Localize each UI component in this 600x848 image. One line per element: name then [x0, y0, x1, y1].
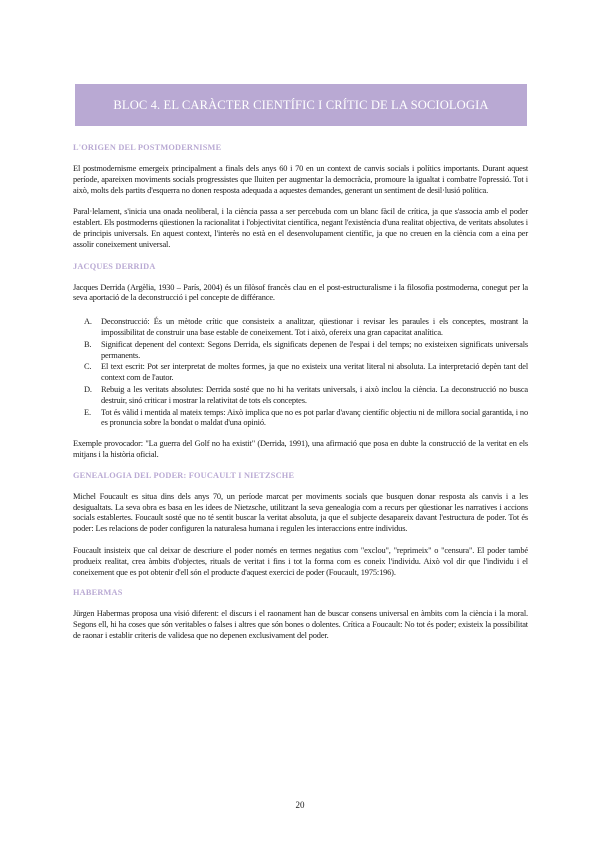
paragraph: Foucault insisteix que cal deixar de descriure el poder només en termes negatius com "exclou", "reprimeix" o "censura". El poder també produeix realitat, crea àmbits d'objectes, rituals de veritat i fins i tot la forma com es coneix l'individu. Això vol dir que l'individu i el coneixement que es pot obtenir d'ell són el producte d'aquest exercici de poder (Foucault, 1975:196).	[73, 545, 528, 577]
chapter-banner	[75, 84, 527, 126]
chapter-title: BLOC 4. EL CARÀCTER CIENTÍFIC I CRÍTIC DE LA SOCIOLOGIA	[113, 97, 489, 112]
list-item-letter: A.	[84, 317, 92, 327]
list-item	[84, 362, 528, 384]
paragraph: Paral·lelament, s'inicia una onada neoliberal, i la ciència passa a ser percebuda com un blanc fàcil de crítica, ja que s'associa amb el poder establert. Els postmoderns qüestionen la racionalitat i l'objectivitat científica, negant l'existència d'una realitat objectiva, de veritats absolutes i de principis universals. En aquest context, l'interès no està en el desenvolupament científic, ja que no creuen en la ciència com a eina per assolir coneixement universal.	[73, 207, 528, 249]
list-item-text: El text escrit: Pot ser interpretat de moltes formes, ja que no existeix una veritat literal ni absoluta. La interpretació depèn tant del context com de l'autor.	[101, 362, 528, 383]
list-item	[84, 408, 528, 430]
section-heading-habermas: HABERMAS	[73, 588, 123, 598]
paragraph: El postmodernisme emergeix principalment a finals dels anys 60 i 70 en un context de canvis socials i polítics importants. Durant aquest període, apareixen moviments socials progressistes que lluiten per augmentar la democràcia, promoure la igualtat i combatre l'opressió. Tot i això, molts dels partits d'esquerra no donen resposta adequada a aquestes demandes, generant un sentiment de desil·lusió política.	[73, 164, 528, 195]
list-item	[84, 317, 528, 339]
section-heading-derrida: JACQUES DERRIDA	[73, 261, 156, 271]
list-item-letter: D.	[84, 384, 92, 394]
paragraph: Michel Foucault es situa dins dels anys 70, un període marcat per moviments socials que busquen donar resposta als canvis i a les desigualtats. La seva obra es basa en les idees de Nietzsche, utilitzant la seva genealogia com a recurs per qüestionar les narratives i accions socials establertes. Foucault sosté que no té sentit buscar la veritat absoluta, ja que el subjecte desapareix davant l'estructura de poder. Tot és poder: Les relacions de poder configuren la naturalesa humana i regulen les interaccions entre individus.	[73, 491, 528, 534]
list-item-letter: C.	[84, 362, 92, 372]
page-content	[73, 142, 528, 642]
list-item	[84, 340, 528, 362]
page-number: 20	[295, 800, 305, 810]
section-heading-foucault: GENEALOGIA DEL PODER: FOUCAULT I NIETZSCHE	[73, 470, 295, 480]
paragraph: Exemple provocador: "La guerra del Golf no ha existit" (Derrida, 1991), una afirmació que posa en dubte la construcció de la veritat en els mitjans i la història oficial.	[73, 439, 528, 459]
list-item-text: Significat depenent del context: Segons Derrida, els significats depenen de l'espai i del temps; no existeixen significats universals permanents.	[101, 339, 528, 360]
list-item-text: Deconstrucció: És un mètode crític que consisteix a analitzar, qüestionar i revisar les paraules i els conceptes, mostrant la impossibilitat de construir una base estable de coneixement. Tot i això, ofereix una gran capacitat analítica.	[101, 317, 528, 337]
concept-list	[84, 317, 528, 429]
section-heading-postmodernisme: L'ORIGEN DEL POSTMODERNISME	[73, 143, 222, 152]
paragraph: Jürgen Habermas proposa una visió diferent: el discurs i el raonament han de buscar consens universal en àmbits com la ciència i la moral. Segons ell, hi ha coses que són veritables o falses i altres que són bones o dolentes. Crítica a Foucault: No tot és poder; existeix la possibilitat de raonar i establir criteris de validesa que no depenen exclusivament del poder.	[73, 609, 528, 640]
list-item-letter: B.	[84, 339, 92, 349]
list-item-text: Rebuig a les veritats absolutes: Derrida sosté que no hi ha veritats universals, i això inclou la ciència. La deconstrucció no busca destruir, sinó criticar i mostrar la relativitat de tots els conceptes.	[101, 384, 528, 405]
list-item-text: Tot és vàlid i mentida al mateix temps: Això implica que no es pot parlar d'avanç científic objectiu ni de millora social garantida, i no es pronuncia sobre la bondat o maldat d'una opinió.	[101, 407, 528, 428]
list-item-letter: E.	[84, 407, 91, 417]
paragraph: Jacques Derrida (Argèlia, 1930 – París, 2004) és un filòsof francès clau en el post-estructuralisme i la filosofia postmoderna, conegut per la seva aportació de la deconstrucció i pel concepte de différance.	[73, 282, 528, 303]
list-item	[84, 385, 528, 407]
